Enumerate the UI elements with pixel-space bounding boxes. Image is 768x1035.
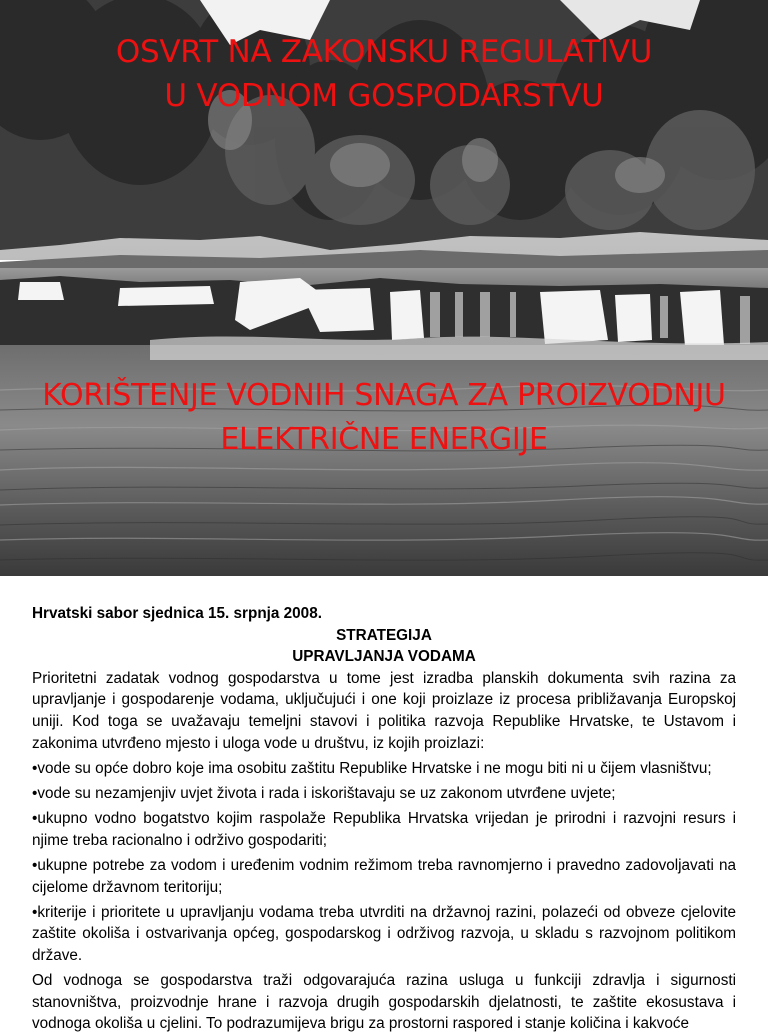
- bullet-item: •kriterije i prioritete u upravljanju vodama treba utvrditi na državnoj razini, polazeći od obveze cjelovite zaštite okoliša i ostvarivanja općeg, gospodarskog i održivog razvoja, u skladu s razvojnom politikom države.: [32, 903, 736, 964]
- bullet-item: •vode su opće dobro koje ima osobitu zaštitu Republike Hrvatske i ne mogu biti ni u čijem vlasništvu;: [32, 760, 712, 778]
- cover-title: [0, 30, 768, 118]
- closing-paragraph: Od vodnoga se gospodarstva traži odgovarajuća razina usluga u funkciji zdravlja i sigurnosti stanovništva, proizvodnje hrane i razvoja drugih gospodarskih djelatnosti, te zaštite ekosustava i vodnoga okoliša u cjelini. To podrazumijeva brigu za prostorni raspored i stanje količina i kakvoće: [32, 972, 736, 1033]
- intro-paragraph: Prioritetni zadatak vodnog gospodarstva u tome jest izradba planskih dokumenta svih razina za upravljanje i gospodarenje vodama, uključujući i one koji proizlaze iz procesa približavanja Europskoj uniji. Kod toga se uvažavaju temeljni stavovi i politika razvoja Republike Hrvatske, te Ustavom i zakonima utvrđeno mjesto i uloga vode u društvu, iz kojih proizlazi:: [32, 669, 736, 752]
- cover-title-line2: U VODNOM GOSPODARSTVU: [164, 78, 604, 114]
- bullet-item: •vode su nezamjenjiv uvjet života i rada i iskorištavaju se uz zakonom utvrđene uvjete;: [32, 785, 616, 803]
- document-body: [32, 603, 736, 1035]
- heading-line1: STRATEGIJA: [336, 626, 432, 644]
- heading-line2: UPRAVLJANJA VODAMA: [292, 648, 476, 666]
- cover-subtitle-line1: KORIŠTENJE VODNIH SNAGA ZA PROIZVODNJU: [42, 378, 726, 413]
- cover-subtitle: [0, 374, 768, 462]
- meeting-date: Hrvatski sabor sjednica 15. srpnja 2008.: [32, 605, 322, 622]
- cover-title-line1: OSVRT NA ZAKONSKU REGULATIVU: [115, 34, 653, 70]
- cover-subtitle-line2: ELEKTRIČNE ENERGIJE: [220, 422, 548, 457]
- bullet-item: •ukupne potrebe za vodom i uređenim vodnim režimom treba ravnomjerno i pravedno zadovoljavati na cijelome državnom teritoriju;: [32, 857, 736, 896]
- bullet-item: •ukupno vodno bogatstvo kojim raspolaže Republika Hrvatska vrijedan je prirodni i razvojni resurs i njime treba racionalno i održivo gospodariti;: [32, 810, 736, 849]
